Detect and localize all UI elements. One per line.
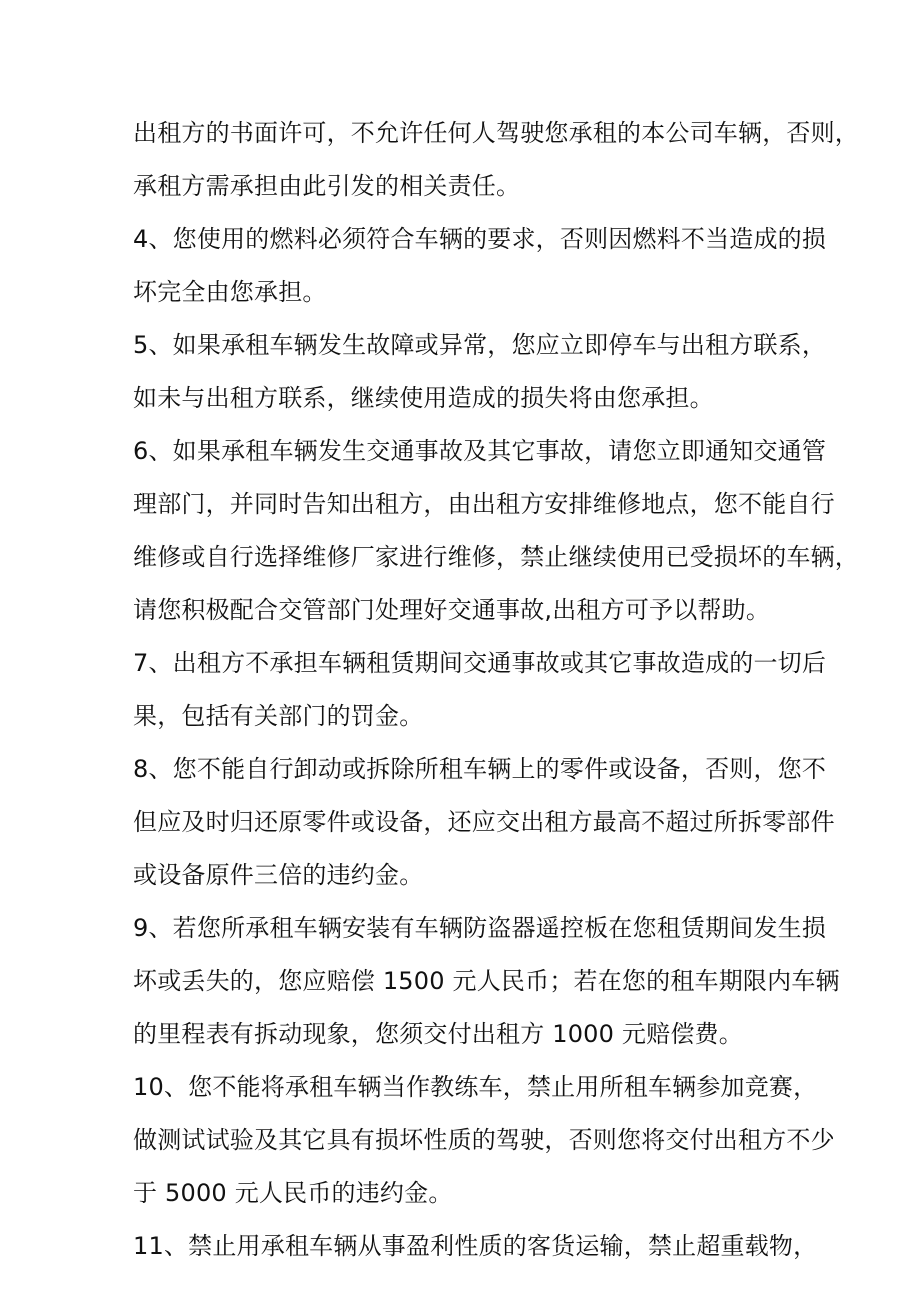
text-line: 或设备原件三倍的违约金。 xyxy=(133,861,424,889)
text-line: 但应及时归还原零件或设备，还应交出租方最高不超过所拆零部件 xyxy=(133,808,835,836)
text-line: 于 5000 元人民币的违约金。 xyxy=(133,1179,453,1207)
text-line: 如未与出租方联系，继续使用造成的损失将由您承担。 xyxy=(133,384,714,412)
text-line: 坏完全由您承担。 xyxy=(133,278,327,306)
text-line: 6、如果承租车辆发生交通事故及其它事故，请您立即通知交通管 xyxy=(133,437,827,465)
text-line: 5、如果承租车辆发生故障或异常，您应立即停车与出租方联系， xyxy=(133,331,827,359)
text-line: 出租方的书面许可，不允许任何人驾驶您承租的本公司车辆，否则， xyxy=(133,119,859,147)
text-line: 4、您使用的燃料必须符合车辆的要求，否则因燃料不当造成的损 xyxy=(133,225,827,253)
text-line: 10、您不能将承租车辆当作教练车，禁止用所租车辆参加竞赛， xyxy=(133,1073,818,1101)
document-body xyxy=(133,110,859,1276)
text-line: 果，包括有关部门的罚金。 xyxy=(133,702,424,730)
text-line: 的里程表有拆动现象，您须交付出租方 1000 元赔偿费。 xyxy=(133,1020,743,1048)
text-line: 8、您不能自行卸动或拆除所租车辆上的零件或设备，否则，您不 xyxy=(133,755,827,783)
text-line: 理部门，并同时告知出租方，由出租方安排维修地点，您不能自行 xyxy=(133,490,835,518)
text-line: 请您积极配合交管部门处理好交通事故,出租方可予以帮助。 xyxy=(133,596,771,624)
text-line: 维修或自行选择维修厂家进行维修，禁止继续使用已受损坏的车辆， xyxy=(133,543,859,571)
text-line: 7、出租方不承担车辆租赁期间交通事故或其它事故造成的一切后 xyxy=(133,649,827,677)
text-line: 承租方需承担由此引发的相关责任。 xyxy=(133,172,521,200)
text-line: 9、若您所承租车辆安装有车辆防盗器遥控板在您租赁期间发生损 xyxy=(133,914,827,942)
text-line: 坏或丢失的，您应赔偿 1500 元人民币；若在您的租车期限内车辆 xyxy=(133,967,840,995)
text-line: 做测试试验及其它具有损坏性质的驾驶，否则您将交付出租方不少 xyxy=(133,1126,835,1154)
text-line: 11、禁止用承租车辆从事盈利性质的客货运输，禁止超重载物， xyxy=(133,1232,818,1260)
